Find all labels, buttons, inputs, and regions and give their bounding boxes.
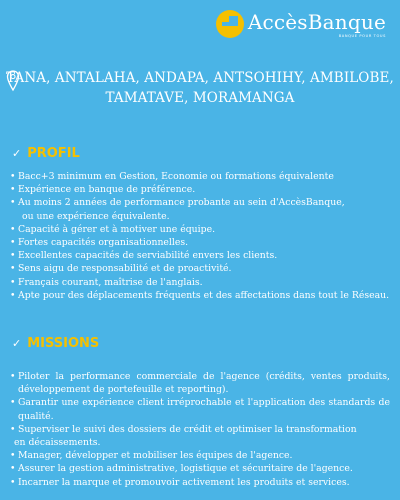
brand-tagline: BANQUE POUR TOUS <box>338 33 386 38</box>
profil-title: PROFIL <box>27 146 80 161</box>
list-item: • Expérience en banque de préférence. <box>10 183 390 196</box>
list-item-continuation <box>10 210 390 223</box>
list-item: • Excellentes capacités de serviabilité envers les clients. <box>10 249 390 262</box>
list-item: • Superviser le suivi des dossiers de crédit et optimiser la transformation <box>10 423 390 436</box>
list-item: • Bacc+3 minimum en Gestion, Economie ou formations équivalente <box>10 170 390 183</box>
brand-logo-icon <box>216 10 244 38</box>
list-item: • Français courant, maîtrise de l'anglais. <box>10 276 390 289</box>
list-item: • Sens aigu de responsabilité et de proactivité. <box>10 262 390 275</box>
list-item: • Apte pour des déplacements fréquents et des affectations dans tout le Réseau. <box>10 289 390 302</box>
check-icon: ✓ <box>12 147 22 160</box>
missions-heading <box>12 336 99 351</box>
list-item: • Assurer la gestion administrative, logistique et sécuritaire de l'agence. <box>10 462 390 475</box>
missions-list <box>10 370 390 489</box>
list-item: • Manager, développer et mobiliser les équipes de l'agence. <box>10 449 390 462</box>
profil-heading <box>12 146 80 161</box>
list-item-continuation-text: en décaissements. <box>14 437 101 449</box>
location-line-1: TANA, ANTALAHA, ANDAPA, ANTSOHIHY, AMBILOBE, <box>6 70 394 86</box>
check-icon: ✓ <box>12 337 22 350</box>
list-item-continuation <box>10 436 390 449</box>
location-line-2: TAMATAVE, MORAMANGA <box>105 90 295 106</box>
list-item: • Incarner la marque et promouvoir activement les produits et services. <box>10 476 390 489</box>
list-item: • Garantir une expérience client irréprochable et l'application des standards de qualité. <box>10 396 390 422</box>
location-list <box>4 68 396 108</box>
list-item-continuation-text: ou une expérience équivalente. <box>22 210 170 222</box>
profil-list <box>10 170 390 302</box>
brand-name: AccèsBanque <box>247 9 386 34</box>
missions-title: MISSIONS <box>27 336 100 351</box>
brand-logo <box>216 10 386 38</box>
list-item: • Au moins 2 années de performance probante au sein d'AccèsBanque, <box>10 196 390 209</box>
map-pin-icon <box>6 70 20 92</box>
list-item: • Capacité à gérer et à motiver une équipe. <box>10 223 390 236</box>
list-item: • Piloter la performance commerciale de l'agence (crédits, ventes produits, développement de portefeuille et reporting). <box>10 370 390 396</box>
list-item: • Fortes capacités organisationnelles. <box>10 236 390 249</box>
